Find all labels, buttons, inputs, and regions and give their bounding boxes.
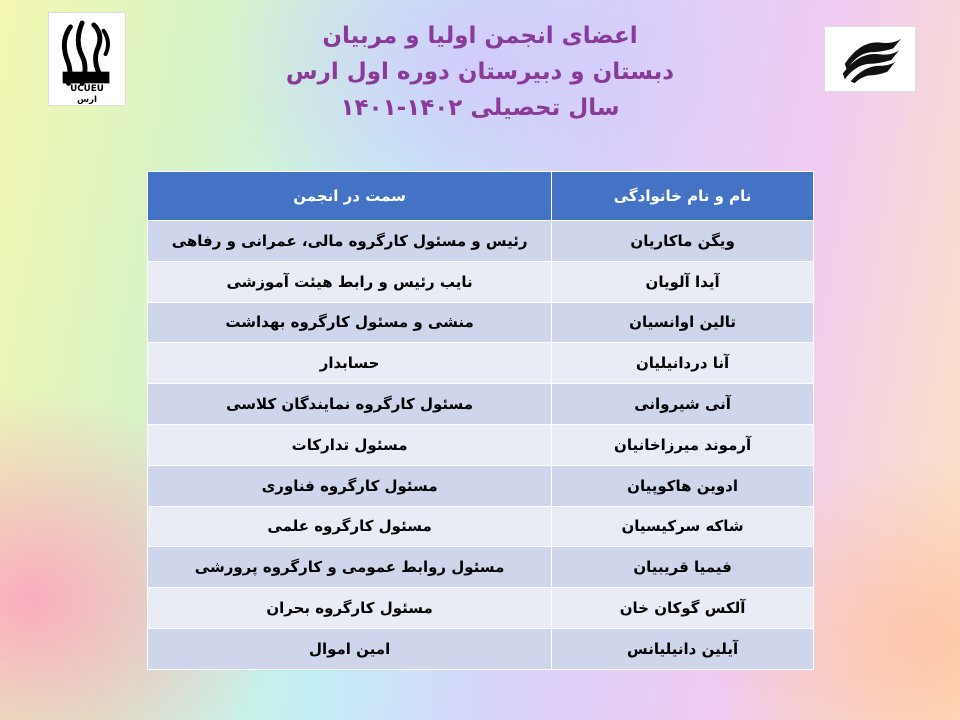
table-header-row <box>148 172 814 221</box>
member-name: فیمیا قریبیان <box>552 547 814 588</box>
table-row <box>148 261 814 302</box>
member-name: آلکس گوکان خان <box>552 588 814 629</box>
member-role: مسئول روابط عمومی و کارگروه پرورشی <box>148 547 552 588</box>
member-role: امین اموال <box>148 628 552 669</box>
school-logo-left <box>48 12 126 106</box>
member-role: نایب رئیس و رابط هیئت آموزشی <box>148 261 552 302</box>
member-name: آنی شیروانی <box>552 384 814 425</box>
members-table <box>147 171 814 670</box>
member-name: ادوین هاکوپیان <box>552 465 814 506</box>
table-row <box>148 343 814 384</box>
table-row <box>148 465 814 506</box>
school-logo-right <box>824 26 916 92</box>
title-line-1: اعضای انجمن اولیا و مربیان <box>322 23 638 49</box>
member-name: تالین اوانسیان <box>552 302 814 343</box>
member-name: آیدا آلویان <box>552 261 814 302</box>
table-row <box>148 506 814 547</box>
member-role: مسئول کارگروه علمی <box>148 506 552 547</box>
table-row <box>148 547 814 588</box>
table-row <box>148 424 814 465</box>
member-role: مسئول کارگروه نمایندگان کلاسی <box>148 384 552 425</box>
table-row <box>148 221 814 262</box>
title-line-3: سال تحصیلی ۱۴۰۲-۱۴۰۱ <box>340 95 620 121</box>
member-role: مسئول کارگروه فناوری <box>148 465 552 506</box>
member-name: آرموند میرزاخانیان <box>552 424 814 465</box>
member-name: آیلین دانیلیانس <box>552 628 814 669</box>
member-name: ویگن ماکاریان <box>552 221 814 262</box>
table-row <box>148 588 814 629</box>
member-role: حسابدار <box>148 343 552 384</box>
header-name: نام و نام خانوادگی <box>552 172 814 221</box>
member-name: آنا دردانیلیان <box>552 343 814 384</box>
member-role: منشی و مسئول کارگروه بهداشت <box>148 302 552 343</box>
member-role: مسئول تدارکات <box>148 424 552 465</box>
member-role: رئیس و مسئول کارگروه مالی، عمرانی و رفاهی <box>148 221 552 262</box>
title-line-2: دبستان و دبیرستان دوره اول ارس <box>285 59 675 85</box>
table-row <box>148 628 814 669</box>
table-row <box>148 384 814 425</box>
table-row <box>148 302 814 343</box>
wave-stripes-icon <box>825 27 915 91</box>
header-role: سمت در انجمن <box>148 172 552 221</box>
school-emblem-icon <box>49 13 125 105</box>
member-role: مسئول کارگروه بحران <box>148 588 552 629</box>
member-name: شاکه سرکیسیان <box>552 506 814 547</box>
logo-caption-persian: ارس <box>76 94 98 105</box>
logo-caption-latin: UCUEU <box>70 84 104 95</box>
page-title <box>200 18 760 126</box>
